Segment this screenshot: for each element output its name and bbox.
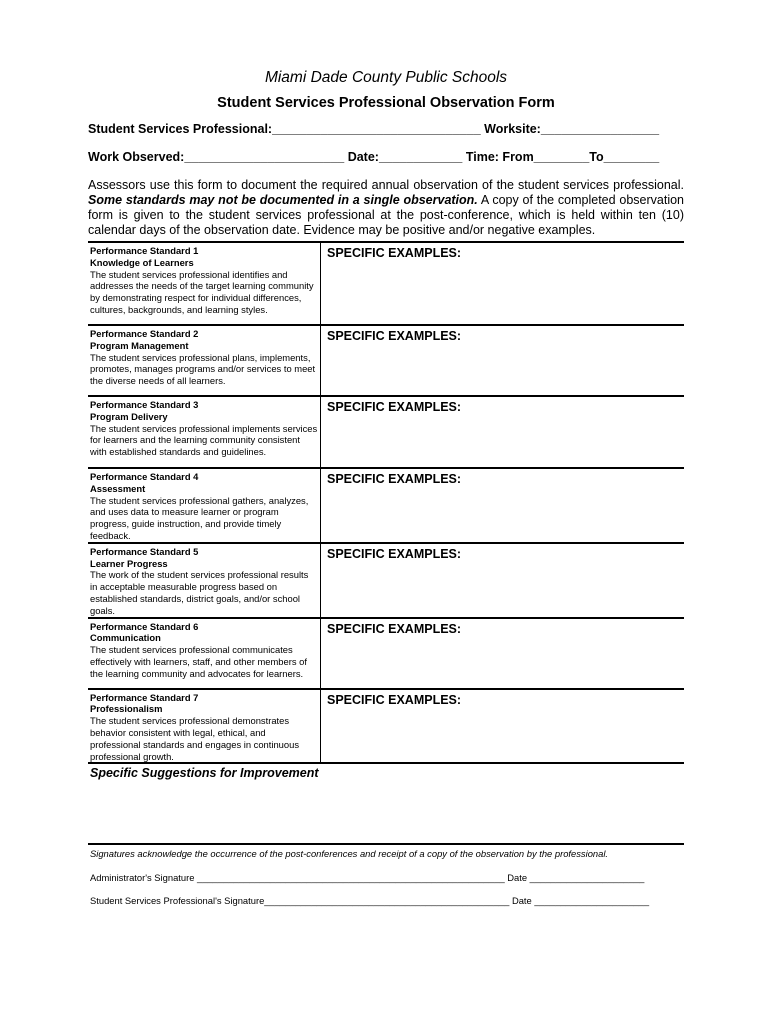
standard-number: Performance Standard 2 — [90, 328, 199, 339]
professional-worksite-line[interactable]: Student Services Professional:______________________________ Worksite:_________________ — [88, 122, 660, 136]
standard-description: The student services professional demonstrates behavior consistent with legal, ethical, and professional standards and engages in continuous professional growth. — [90, 715, 300, 762]
standard-description: The student services professional plans, implements, promotes, manages programs and/or services to meet the diverse needs of all learners. — [90, 351, 316, 387]
intro-emphasis: Some standards may not be documented in a single observation. — [88, 193, 478, 207]
specific-examples-label: SPECIFIC EXAMPLES: — [327, 246, 462, 260]
standard-description-cell — [88, 689, 321, 764]
standard-row-4 — [88, 468, 684, 543]
signature-note: Signatures acknowledge the occurrence of the post-conferences and receipt of a copy of the observation by the professional. — [90, 848, 609, 860]
specific-examples-cell[interactable] — [321, 468, 685, 543]
standard-row-2 — [88, 325, 684, 396]
intro-paragraph — [88, 178, 684, 238]
standard-name: Program Delivery — [90, 410, 168, 422]
specific-examples-cell[interactable] — [321, 618, 685, 689]
specific-examples-label: SPECIFIC EXAMPLES: — [327, 472, 462, 486]
standard-number: Performance Standard 5 — [90, 545, 199, 557]
professional-signature-line[interactable]: Student Services Professional's Signature_______________________________________________ Date ______________________ — [90, 895, 650, 907]
standard-name: Program Management — [90, 339, 189, 351]
standard-number: Performance Standard 7 — [90, 691, 199, 703]
standard-row-5 — [88, 543, 684, 618]
specific-examples-cell[interactable] — [321, 242, 685, 325]
standard-name: Learner Progress — [90, 557, 168, 569]
standard-description-cell — [88, 325, 321, 396]
standard-description-cell — [88, 618, 321, 689]
standard-description: The student services professional gathers, analyzes, and uses data to measure learner or program progress, guide instruction, and provide timely feedback. — [90, 494, 309, 541]
suggestions-heading: Specific Suggestions for Improvement — [90, 766, 319, 781]
intro-text-2: A copy of the completed observation form is given to the student services professional at the post-conference, which is held within ten (10) calendar days of the observation date. Evidence may be positive and/or negative examples. — [88, 193, 685, 237]
specific-examples-cell[interactable] — [321, 689, 685, 764]
standard-row-1 — [88, 242, 684, 325]
standard-description: The work of the student services professional results in acceptable measurable progress based on established standards, district goals, and/or school goals. — [90, 569, 309, 616]
standard-name: Assessment — [90, 482, 146, 494]
specific-examples-cell[interactable] — [321, 396, 685, 468]
intro-text-1: Assessors use this form to document the required annual observation of the student services professional. — [88, 178, 684, 192]
form-title: Student Services Professional Observation Form — [217, 95, 555, 111]
specific-examples-cell[interactable] — [321, 543, 685, 618]
standard-description: The student services professional communicates effectively with learners, staff, and other members of the learning community and advocates for learners. — [90, 644, 307, 679]
specific-examples-label: SPECIFIC EXAMPLES: — [327, 692, 462, 707]
standard-row-6 — [88, 618, 684, 689]
standard-description-cell — [88, 543, 321, 618]
standard-description-cell — [88, 396, 321, 468]
standard-number: Performance Standard 3 — [90, 399, 199, 410]
standard-number: Performance Standard 6 — [90, 620, 199, 632]
observation-form — [88, 68, 684, 907]
standard-description-cell — [88, 468, 321, 543]
standard-name: Communication — [90, 632, 161, 644]
standard-number: Performance Standard 1 — [90, 245, 199, 256]
organization-name: Miami Dade County Public Schools — [264, 69, 508, 86]
specific-examples-label: SPECIFIC EXAMPLES: — [327, 329, 462, 343]
specific-examples-label: SPECIFIC EXAMPLES: — [327, 400, 462, 414]
administrator-signature-line[interactable]: Administrator's Signature ___________________________________________________________ Date ______________________ — [90, 872, 645, 884]
standard-name: Knowledge of Learners — [90, 256, 194, 268]
specific-examples-cell[interactable] — [321, 325, 685, 396]
standard-row-3 — [88, 396, 684, 468]
standard-description: The student services professional identifies and addresses the needs of the target learning community by demonstrating respect for individual differences, cultures, backgrounds, and learning styles. — [90, 268, 314, 315]
standard-description-cell — [88, 242, 321, 325]
standards-table — [88, 241, 684, 764]
work-observed-date-time-line[interactable]: Work Observed:_______________________ Date:____________ Time: From________To________ — [88, 150, 660, 164]
standard-number: Performance Standard 4 — [90, 471, 199, 482]
standard-description: The student services professional implements services for learners and the learning community consistent with established standards and guidelines. — [90, 422, 318, 458]
specific-examples-label: SPECIFIC EXAMPLES: — [327, 546, 462, 561]
specific-examples-label: SPECIFIC EXAMPLES: — [327, 621, 462, 636]
standard-row-7 — [88, 689, 684, 764]
standard-name: Professionalism — [90, 703, 163, 715]
suggestions-area[interactable] — [88, 781, 684, 845]
